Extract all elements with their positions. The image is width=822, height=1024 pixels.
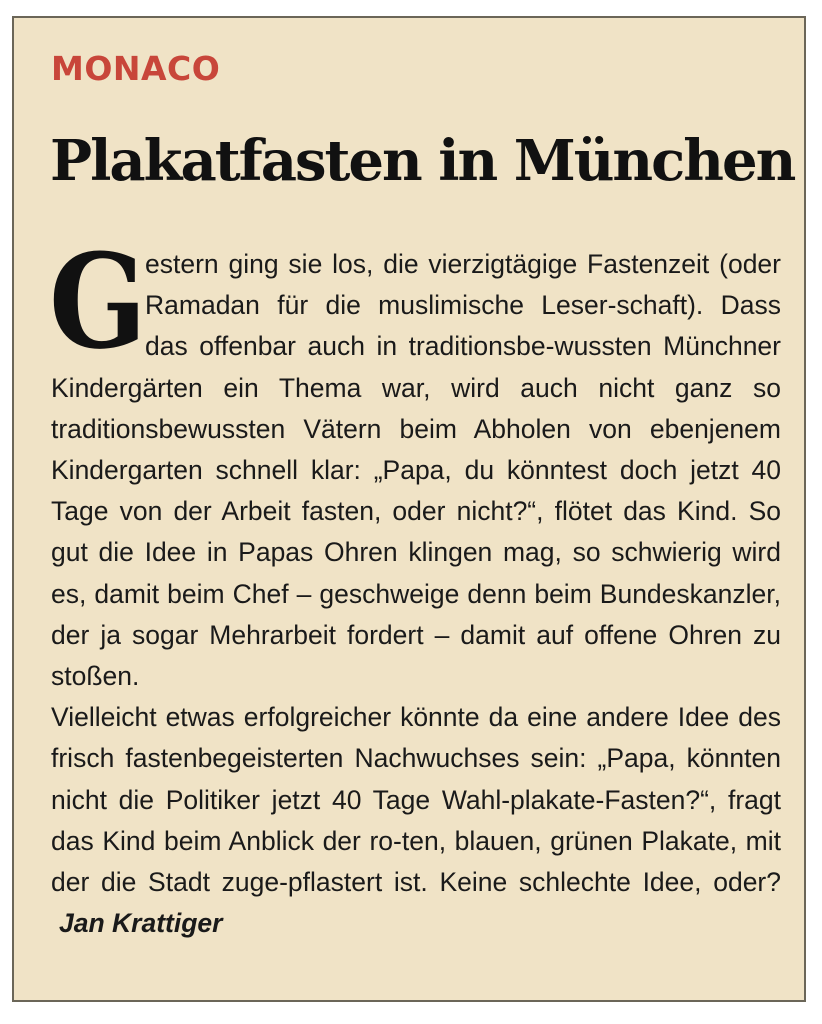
paragraph-1: [49, 225, 781, 697]
author-byline: Jan Krattiger: [59, 908, 223, 939]
paragraph-2: [51, 697, 781, 944]
article-box: [12, 16, 806, 1002]
drop-cap: G: [49, 225, 147, 378]
article-headline: Plakatfasten in München: [50, 128, 795, 194]
paragraph-1-text: estern ging sie los, die vierzigtägige Fastenzeit (oder Ramadan für die muslimische Leser-schaft). Dass das offenbar auch in traditionsbe-wussten Münchner Kindergärten ein Thema war, wird auch nicht ganz so traditionsbewussten Vätern beim Abholen von ebenjenem Kindergarten schnell klar: „Papa, du könntest doch jetzt 40 Tage von der Arbeit fasten, oder nicht?“, flötet das Kind. So gut die Idee in Papas Ohren klingen mag, so schwierig wird es, damit beim Chef – geschweige denn beim Bundeskanzler, der ja sogar Mehrarbeit fordert – damit auf offene Ohren zu stoßen.: [51, 249, 781, 692]
article-body: [49, 225, 781, 944]
paragraph-2-text: Vielleicht etwas erfolgreicher könnte da eine andere Idee des frisch fastenbegeisterten Nachwuchses sein: „Papa, könnten nicht die Politiker jetzt 40 Tage Wahl-plakate-Fasten?“, fragt das Kind beim Anblick der ro-ten, blauen, grünen Plakate, mit der die Stadt zuge-pflastert ist. Keine schlechte Idee, oder?: [51, 702, 781, 898]
section-kicker: MONACO: [51, 49, 221, 88]
